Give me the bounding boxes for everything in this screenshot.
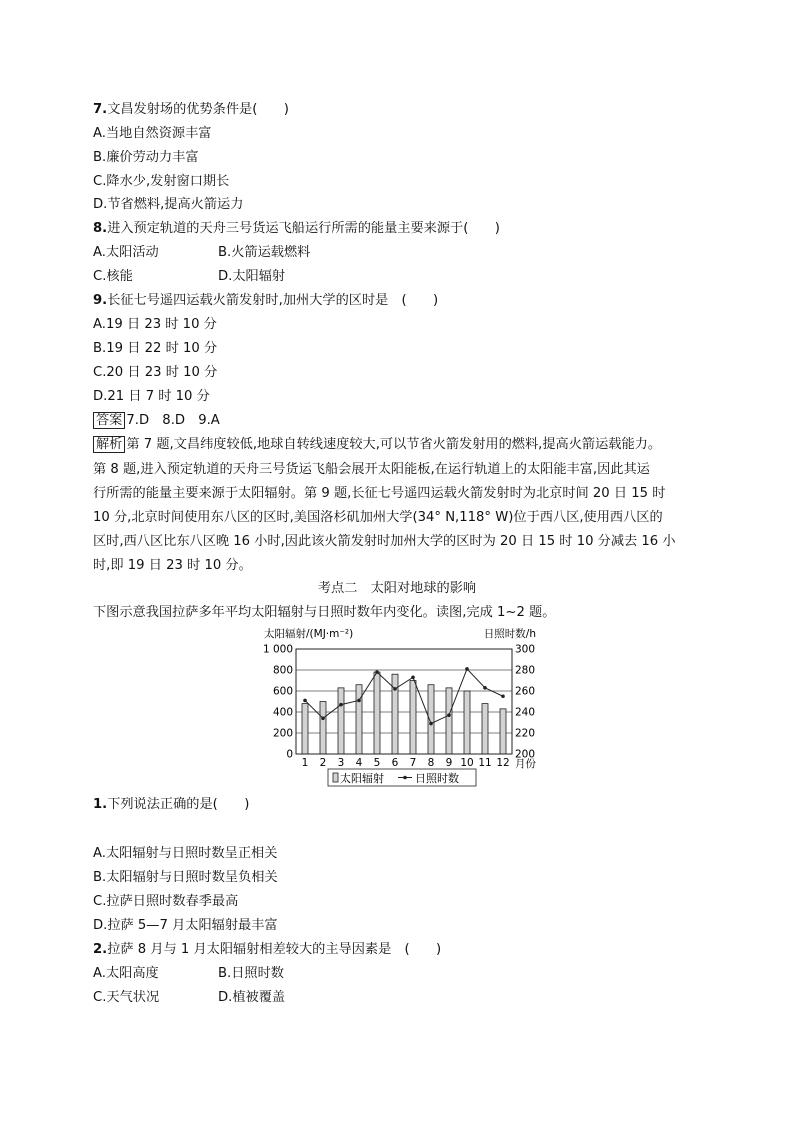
right-tick-label: 280	[515, 664, 536, 677]
right-tick-label: 240	[515, 706, 536, 719]
q9-option-d: D.21 日 7 时 10 分	[93, 389, 210, 404]
analysis-tag: 解析	[93, 436, 125, 453]
sunshine-point	[429, 722, 433, 726]
q2-options-row-2	[93, 989, 285, 1007]
radiation-bar	[392, 674, 398, 754]
sunshine-point	[357, 699, 361, 703]
q9-option-c: C.20 日 23 时 10 分	[93, 365, 218, 380]
chart-intro: 下图示意我国拉萨多年平均太阳辐射与日照时数年内变化。读图,完成 1~2 题。	[93, 605, 556, 620]
sunshine-point	[465, 667, 469, 671]
sunshine-point	[411, 676, 415, 680]
question-9-stem: 9.长征七号遥四运载火箭发射时,加州大学的区时是 ( )	[93, 293, 439, 308]
analysis-line-2: 第 8 题,进入预定轨道的天舟三号货运飞船会展开太阳能板,在运行轨道上的太阳能丰富,因此其运	[93, 462, 650, 477]
x-tick-label: 8	[427, 757, 435, 769]
q1-option-d: D.拉萨 5—7 月太阳辐射最丰富	[93, 918, 278, 933]
sunshine-point	[375, 670, 379, 674]
q9-option-a: A.19 日 23 时 10 分	[93, 317, 217, 332]
plot-frame	[296, 649, 512, 754]
right-tick-label: 300	[515, 643, 536, 656]
left-tick-label: 600	[272, 685, 293, 698]
analysis-line-5: 区时,西八区比东八区晚 16 小时,因此该火箭发射时加州大学的区时为 20 日 15 时 10 分减去 16 小	[93, 534, 676, 549]
sunshine-point	[303, 699, 307, 703]
answer-line	[93, 412, 220, 430]
x-tick-label: 3	[337, 757, 345, 769]
q2-option-c: C.天气状况	[93, 990, 160, 1005]
right-tick-label: 260	[515, 685, 536, 698]
sunshine-point	[339, 703, 343, 707]
right-axis-label: 日照时数/h	[483, 628, 536, 640]
sunshine-point	[393, 687, 397, 691]
q8-option-d: D.太阳辐射	[218, 269, 286, 284]
x-tick-label: 10	[460, 757, 474, 769]
x-tick-label: 1	[301, 757, 309, 769]
x-tick-label: 12	[496, 757, 510, 769]
x-tick-label: 2	[319, 757, 327, 769]
x-tick-label: 11	[478, 757, 492, 769]
legend-radiation-label: 太阳辐射	[340, 772, 384, 785]
radiation-bar	[356, 685, 362, 754]
left-tick-label: 1 000	[262, 643, 293, 656]
left-tick-label: 800	[272, 664, 293, 677]
radiation-bar	[374, 672, 380, 754]
legend-bar-swatch	[333, 773, 338, 782]
question-8-stem: 8.进入预定轨道的天舟三号货运飞船运行所需的能量主要来源于( )	[93, 221, 500, 236]
q8-options-row-2	[93, 268, 285, 286]
q7-option-d: D.节省燃料,提高火箭运力	[93, 197, 244, 212]
legend-line-marker	[403, 776, 407, 780]
x-tick-label: 6	[391, 757, 399, 769]
q7-option-b: B.廉价劳动力丰富	[93, 150, 199, 165]
radiation-bar	[446, 688, 452, 754]
q9-option-b: B.19 日 22 时 10 分	[93, 341, 218, 356]
q8-options-row-1	[93, 244, 310, 262]
q1-option-a: A.太阳辐射与日照时数呈正相关	[93, 846, 278, 861]
q8-option-c: C.核能	[93, 269, 133, 284]
q7-option-c: C.降水少,发射窗口期长	[93, 174, 230, 189]
radiation-bar	[320, 702, 326, 755]
q2-option-d: D.植被覆盖	[218, 990, 286, 1005]
q8-option-b: B.火箭运载燃料	[218, 245, 311, 260]
x-tick-label: 4	[355, 757, 363, 769]
x-tick-label: 5	[373, 757, 381, 769]
question-2-stem: 2.拉萨 8 月与 1 月太阳辐射相差较大的主导因素是 ( )	[93, 942, 442, 957]
answer-text: 7.D 8.D 9.A	[126, 413, 220, 428]
legend-sunshine-label: 日照时数	[415, 772, 459, 785]
radiation-bar	[410, 681, 416, 755]
x-tick-label: 9	[445, 757, 453, 769]
analysis-line-6: 时,即 19 日 23 时 10 分。	[93, 558, 252, 573]
left-tick-label: 200	[272, 727, 293, 740]
left-tick-label: 0	[286, 748, 293, 761]
radiation-sunshine-chart	[260, 625, 550, 794]
q2-options-row-1	[93, 965, 284, 983]
analysis-line-4: 10 分,北京时间使用东八区的区时,美国洛杉矶加州大学(34° N,118° W)位于西八区,使用西八区的	[93, 510, 663, 525]
analysis-line-1: 解析 第 7 题,文昌纬度较低,地球自转线速度较大,可以节省火箭发射用的燃料,提高火箭运载能力。	[93, 436, 661, 454]
radiation-bar	[464, 691, 470, 754]
left-axis-label: 太阳辐射/(MJ·m⁻²)	[264, 628, 354, 640]
left-tick-label: 400	[272, 706, 293, 719]
radiation-bar	[302, 704, 308, 754]
question-1-stem: 1.下列说法正确的是( )	[93, 797, 250, 812]
sunshine-point	[321, 717, 325, 721]
right-tick-label: 220	[515, 727, 536, 740]
sunshine-point	[483, 686, 487, 690]
question-7-stem: 7.文昌发射场的优势条件是( )	[93, 102, 289, 117]
x-unit-label: 月份	[515, 758, 536, 770]
x-tick-label: 7	[409, 757, 417, 769]
sunshine-point	[501, 694, 505, 698]
chart-svg	[260, 625, 550, 790]
section-title: 考点二 太阳对地球的影响	[317, 581, 477, 596]
q1-option-b: B.太阳辐射与日照时数呈负相关	[93, 870, 278, 885]
radiation-bar	[338, 688, 344, 754]
radiation-bar	[482, 704, 488, 754]
sunshine-line	[305, 669, 503, 724]
q1-option-c: C.拉萨日照时数春季最高	[93, 894, 239, 909]
q2-option-b: B.日照时数	[218, 966, 284, 981]
right-tick-label: 200	[515, 748, 536, 761]
analysis-line-3: 行所需的能量主要来源于太阳辐射。第 9 题,长征七号遥四运载火箭发射时为北京时间 20 日 15 时	[93, 486, 666, 501]
answer-tag: 答案	[93, 412, 125, 429]
sunshine-point	[447, 713, 451, 717]
radiation-bar	[500, 709, 506, 754]
q2-option-a: A.太阳高度	[93, 966, 159, 981]
q8-option-a: A.太阳活动	[93, 245, 159, 260]
q7-option-a: A.当地自然资源丰富	[93, 126, 212, 141]
legend	[328, 769, 476, 786]
